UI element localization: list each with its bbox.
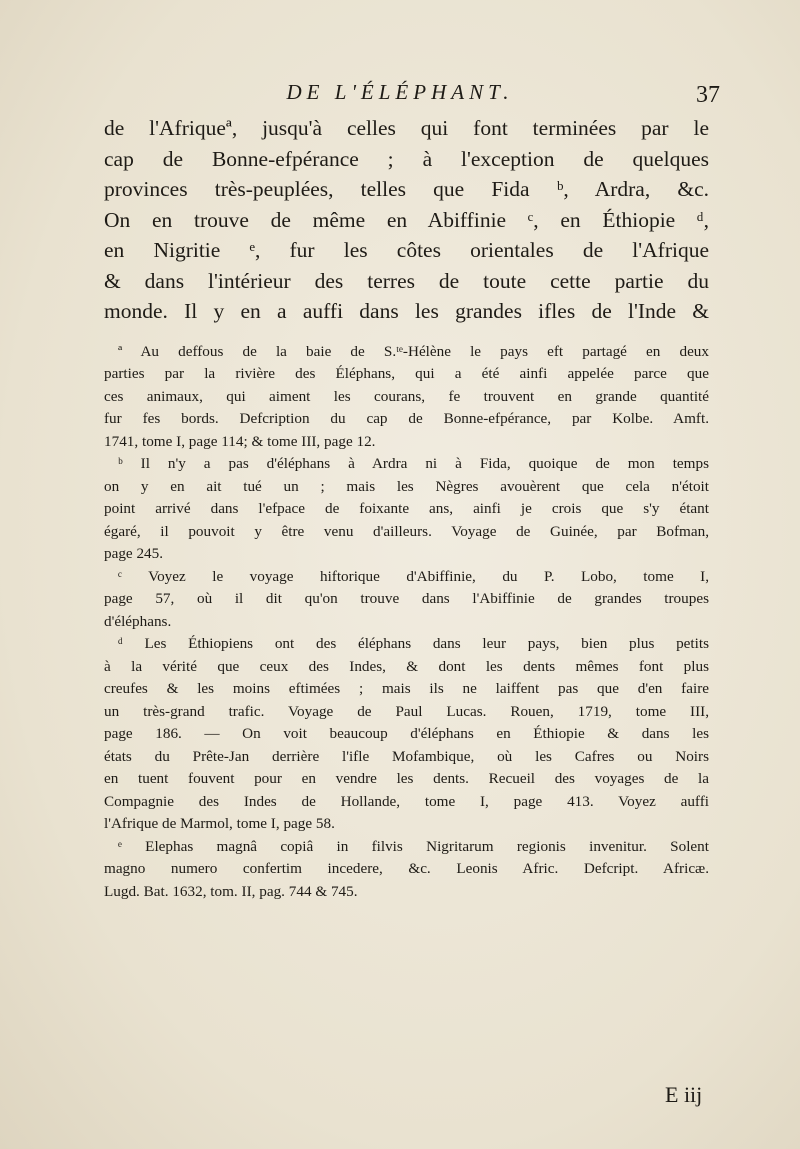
footnote-line: Lugd. Bat. 1632, tom. II, pag. 744 & 745. <box>104 882 358 900</box>
footnote-line: fur fes bords. Defcription du cap de Bonne-efpérance, par Kolbe. Amft. <box>104 410 709 427</box>
footnote-line: on y en ait tué un ; mais les Nègres avouèrent que cela n'étoit <box>104 477 709 495</box>
main-paragraph <box>104 113 709 327</box>
footnote-b <box>104 453 709 566</box>
footnote-line: états du Prête-Jan derrière l'ifle Mofambique, où les Cafres ou Noirs <box>104 747 709 765</box>
footnote-line: un très-grand trafic. Voyage de Paul Lucas. Rouen, 1719, tome III, <box>104 702 709 720</box>
footnote-line: magno numero confertim incedere, &c. Leonis Afric. Defcript. Africæ. <box>104 860 709 877</box>
text-line: & dans l'intérieur des terres de toute cette partie du <box>104 268 709 293</box>
footnote-line: d'éléphans. <box>104 612 172 630</box>
text-line: monde. Il y en a auffi dans les grandes ifles de l'Inde & <box>104 299 709 323</box>
footnote-line: page 57, où il dit qu'on trouve dans l'Abiffinie de grandes troupes <box>104 590 709 607</box>
footnotes <box>104 341 709 904</box>
footnote-c <box>104 566 709 634</box>
signature-mark: E iij <box>665 1082 703 1107</box>
footnote-line: ces animaux, qui aiment les courans, fe trouvent en grande quantité <box>104 387 709 405</box>
footnote-line: Compagnie des Indes de Hollande, tome I, page 413. Voyez auffi <box>104 792 709 810</box>
footnote-line: ᵈ Les Éthiopiens ont des éléphans dans leur pays, bien plus petits <box>118 635 709 652</box>
footnote-line: 1741, tome I, page 114; & tome III, page 12. <box>104 432 376 450</box>
text-line: On en trouve de même en Abiffinie ᶜ, en Éthiopie ᵈ, <box>104 207 709 232</box>
text-line: cap de Bonne-efpérance ; à l'exception de quelques <box>104 146 709 171</box>
footnote-line: point arrivé dans l'efpace de foixante ans, ainfi je crois que s'y étant <box>104 500 709 517</box>
footnote-line: ᵇ Il n'y a pas d'éléphans à Ardra ni à Fida, quoique de mon temps <box>118 455 709 472</box>
footnote-line: page 186. — On voit beaucoup d'éléphans en Éthiopie & dans les <box>104 725 709 742</box>
footnote-line: ᵉ Elephas magnâ copiâ in filvis Nigritarum regionis invenitur. Solent <box>118 837 709 855</box>
page-body <box>104 113 709 903</box>
footnote-e <box>104 836 709 904</box>
footnote-line: parties par la rivière des Éléphans, qui a été ainfi appelée parce que <box>104 365 709 382</box>
footnote-line: à la vérité que ceux des Indes, & dont les dents mêmes font plus <box>104 657 709 675</box>
footnote-line: ª Au deffous de la baie de S.ᵗᵉ-Hélène le pays eft partagé en deux <box>118 342 709 360</box>
text-line: provinces très-peuplées, telles que Fida ᵇ, Ardra, &c. <box>104 177 709 201</box>
footnote-a <box>104 341 709 454</box>
text-line: en Nigritie ᵉ, fur les côtes orientales de l'Afrique <box>104 238 709 262</box>
footnote-line: égaré, il pouvoit y être venu d'ailleurs. Voyage de Guinée, par Bofman, <box>104 522 709 540</box>
text-line: de l'Afriqueª, jusqu'à celles qui font terminées par le <box>104 116 709 140</box>
footnote-line: en tuent fouvent pour en vendre les dents. Recueil des voyages de la <box>104 770 709 787</box>
footnote-line: ᶜ Voyez le voyage hiftorique d'Abiffinie, du P. Lobo, tome I, <box>118 567 709 585</box>
running-head: DE L'ÉLÉPHANT. <box>286 80 514 104</box>
footnote-line: page 245. <box>104 545 164 562</box>
page-number: 37 <box>696 82 720 108</box>
footnote-line: l'Afrique de Marmol, tome I, page 58. <box>104 815 335 832</box>
footnote-line: creufes & les moins eftimées ; mais ils ne laiffent pas que d'en faire <box>104 680 709 697</box>
footnote-d <box>104 633 709 836</box>
